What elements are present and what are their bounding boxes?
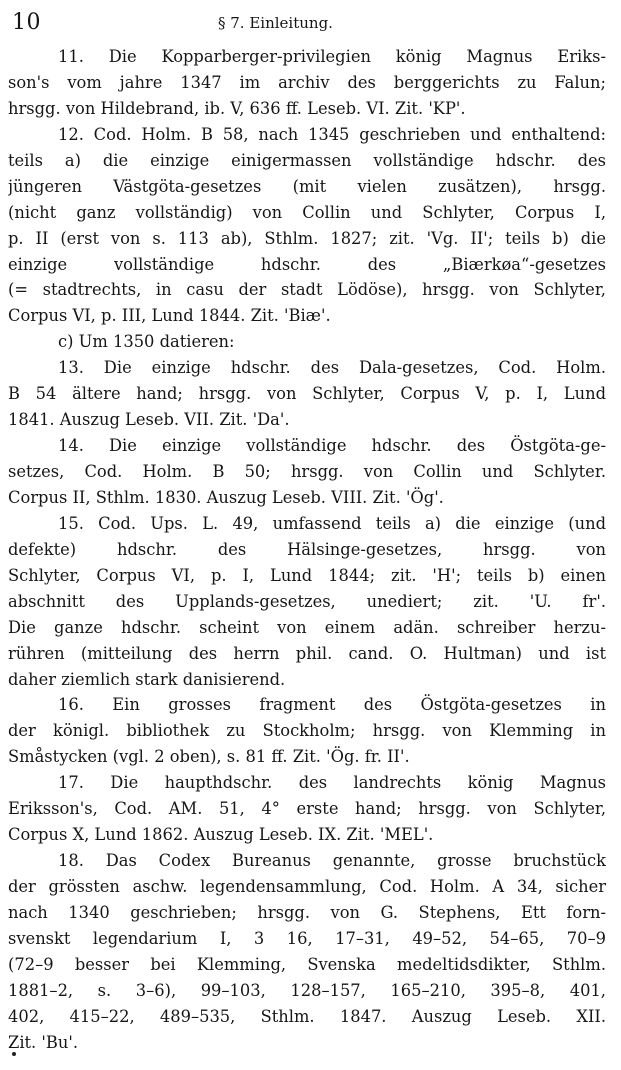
text-line: c) Um 1350 datieren:	[58, 332, 235, 352]
text-line: son's vom jahre 1347 im archiv des berggerichts zu Falun;	[8, 72, 606, 92]
text-line: 402, 415–22, 489–535, Sthlm. 1847. Auszug Leseb. XII.	[8, 1006, 606, 1026]
text-line: Småstycken (vgl. 2 oben), s. 81 ff. Zit. 'Ög. fr. II'.	[8, 747, 410, 767]
text-line: 17. Die haupthdschr. des landrechts könig Magnus	[58, 773, 606, 793]
text-line: Zit. 'Bu'.	[8, 1032, 78, 1052]
text-line: 18. Das Codex Bureanus genannte, grosse bruchstück	[58, 851, 606, 871]
text-line: teils a) die einzige einigermassen vollständige hdschr. des	[8, 150, 606, 170]
text-line: 12. Cod. Holm. B 58, nach 1345 geschrieben und enthaltend:	[58, 124, 606, 144]
text-line: rühren (mitteilung des herrn phil. cand. O. Hultman) und ist	[8, 643, 606, 663]
text-line: 1881–2, s. 3–6), 99–103, 128–157, 165–210, 395–8, 401,	[8, 980, 606, 1000]
text-line: p. II (erst von s. 113 ab), Sthlm. 1827; zit. 'Vg. II'; teils b) die	[8, 228, 606, 248]
text-line: B 54 ältere hand; hrsgg. von Schlyter, Corpus V, p. I, Lund	[8, 384, 606, 404]
text-line: 11. Die Kopparberger-privilegien könig Magnus Eriks-	[58, 47, 606, 66]
body-text	[8, 44, 606, 1056]
text-line: Die ganze hdschr. scheint von einem adän. schreiber herzu-	[8, 617, 606, 637]
text-line: 14. Die einzige vollständige hdschr. des Östgöta-ge-	[58, 436, 606, 456]
text-line: einzige vollständige hdschr. des „Biærkøa“-gesetzes	[8, 254, 606, 274]
text-line: (72–9 besser bei Klemming, Svenska medeltidsdikter, Sthlm.	[8, 954, 606, 974]
text-line: abschnitt des Upplands-gesetzes, unediert; zit. 'U. fr'.	[8, 591, 606, 611]
text-line: 1841. Auszug Leseb. VII. Zit. 'Da'.	[8, 410, 290, 430]
text-line: Eriksson's, Cod. AM. 51, 4° erste hand; hrsgg. von Schlyter,	[8, 799, 606, 819]
text-line: svenskt legendarium I, 3 16, 17–31, 49–52, 54–65, 70–9	[8, 928, 606, 948]
running-head: § 7. Einleitung.	[218, 14, 333, 32]
text-line: 13. Die einzige hdschr. des Dala-gesetzes, Cod. Holm.	[58, 358, 606, 378]
text-line: (= stadtrechts, in casu der stadt Lödöse), hrsgg. von Schlyter,	[8, 280, 606, 300]
text-line: hrsgg. von Hildebrand, ib. V, 636 ff. Leseb. VI. Zit. 'KP'.	[8, 98, 466, 118]
text-line: Corpus X, Lund 1862. Auszug Leseb. IX. Zit. 'MEL'.	[8, 825, 434, 845]
text-line: nach 1340 geschrieben; hrsgg. von G. Stephens, Ett forn-	[8, 902, 606, 922]
text-line: defekte) hdschr. des Hälsinge-gesetzes, hrsgg. von	[8, 539, 606, 559]
text-line: der grössten aschw. legendensammlung, Cod. Holm. A 34, sicher	[8, 877, 606, 896]
text-line: Corpus II, Sthlm. 1830. Auszug Leseb. VIII. Zit. 'Ög'.	[8, 487, 444, 507]
text-line: 15. Cod. Ups. L. 49, umfassend teils a) die einzige (und	[58, 513, 606, 533]
text-line: daher ziemlich stark danisierend.	[8, 669, 286, 689]
text-line: 16. Ein grosses fragment des Östgöta-gesetzes in	[58, 695, 606, 715]
text-line: Corpus VI, p. III, Lund 1844. Zit. 'Biæ'.	[8, 306, 331, 326]
text-line: Schlyter, Corpus VI, p. I, Lund 1844; zit. 'H'; teils b) einen	[8, 565, 606, 585]
text-line: jüngeren Västgöta-gesetzes (mit vielen zusätzen), hrsgg.	[8, 176, 606, 196]
page-number: 10	[12, 10, 41, 35]
print-mark	[12, 1052, 16, 1056]
text-line: der königl. bibliothek zu Stockholm; hrsgg. von Klemming in	[8, 721, 606, 741]
page-header	[0, 8, 621, 38]
text-line: setzes, Cod. Holm. B 50; hrsgg. von Collin und Schlyter.	[8, 462, 606, 481]
text-line: (nicht ganz vollständig) von Collin und Schlyter, Corpus I,	[8, 202, 606, 222]
